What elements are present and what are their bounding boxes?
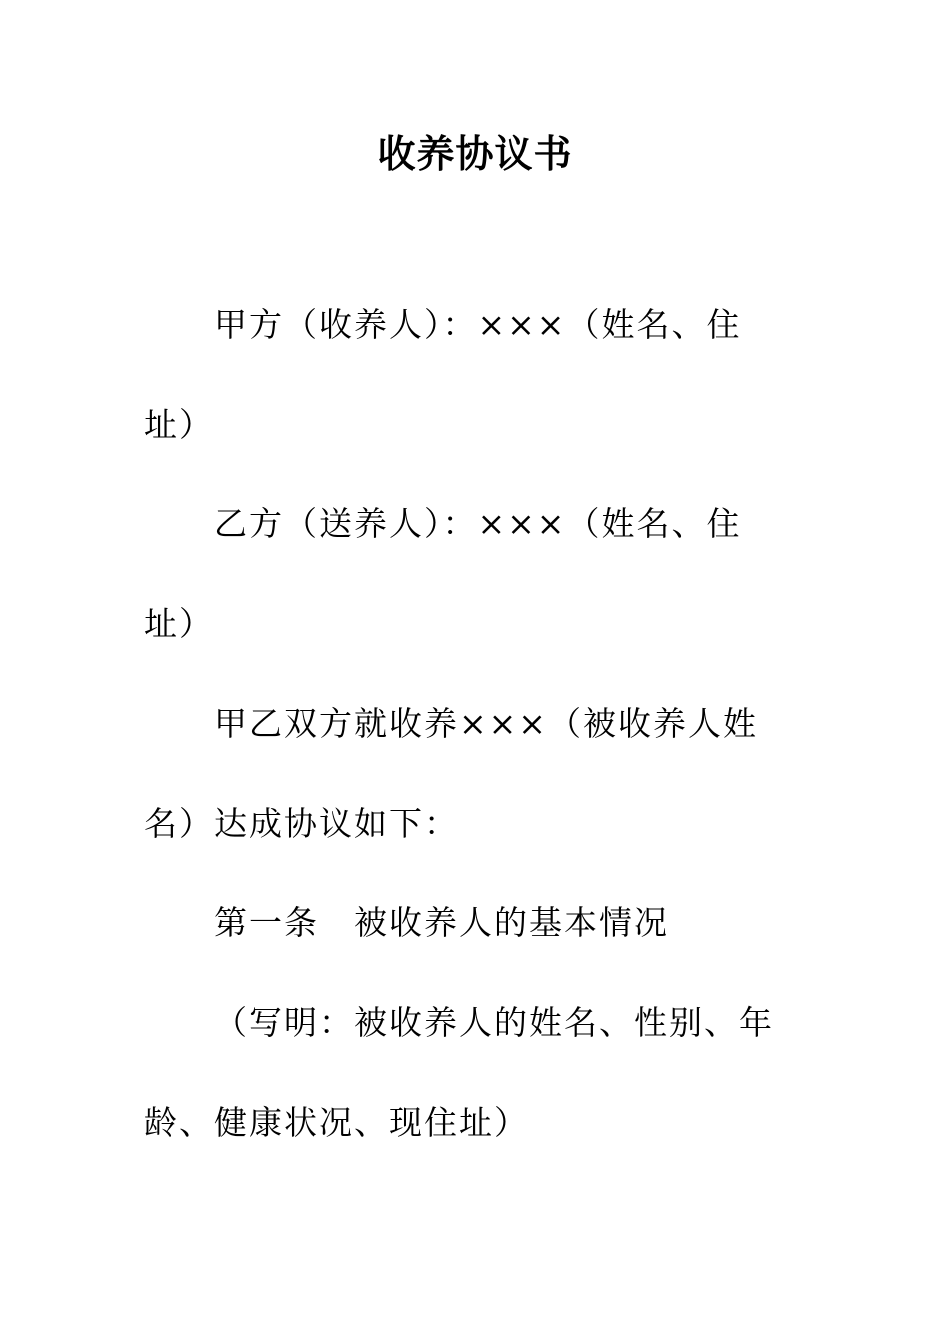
article-1-note-line-2: 龄、健康状况、现住址） <box>144 1103 529 1142</box>
party-b-line-2: 址） <box>144 604 214 643</box>
party-b-line-1: 乙方（送养人）：×××（姓名、住 <box>214 504 742 543</box>
party-a-line-2: 址） <box>144 405 214 444</box>
article-1-note-line-1: （写明：被收养人的姓名、性别、年 <box>214 1003 774 1042</box>
article-1-heading: 第一条 被收养人的基本情况 <box>214 903 669 942</box>
agreement-intro-line-2: 名）达成协议如下： <box>144 804 459 843</box>
party-a-line-1: 甲方（收养人）：×××（姓名、住 <box>214 305 742 344</box>
document-title: 收养协议书 <box>377 131 573 176</box>
agreement-intro-line-1: 甲乙双方就收养×××（被收养人姓 <box>214 704 758 743</box>
